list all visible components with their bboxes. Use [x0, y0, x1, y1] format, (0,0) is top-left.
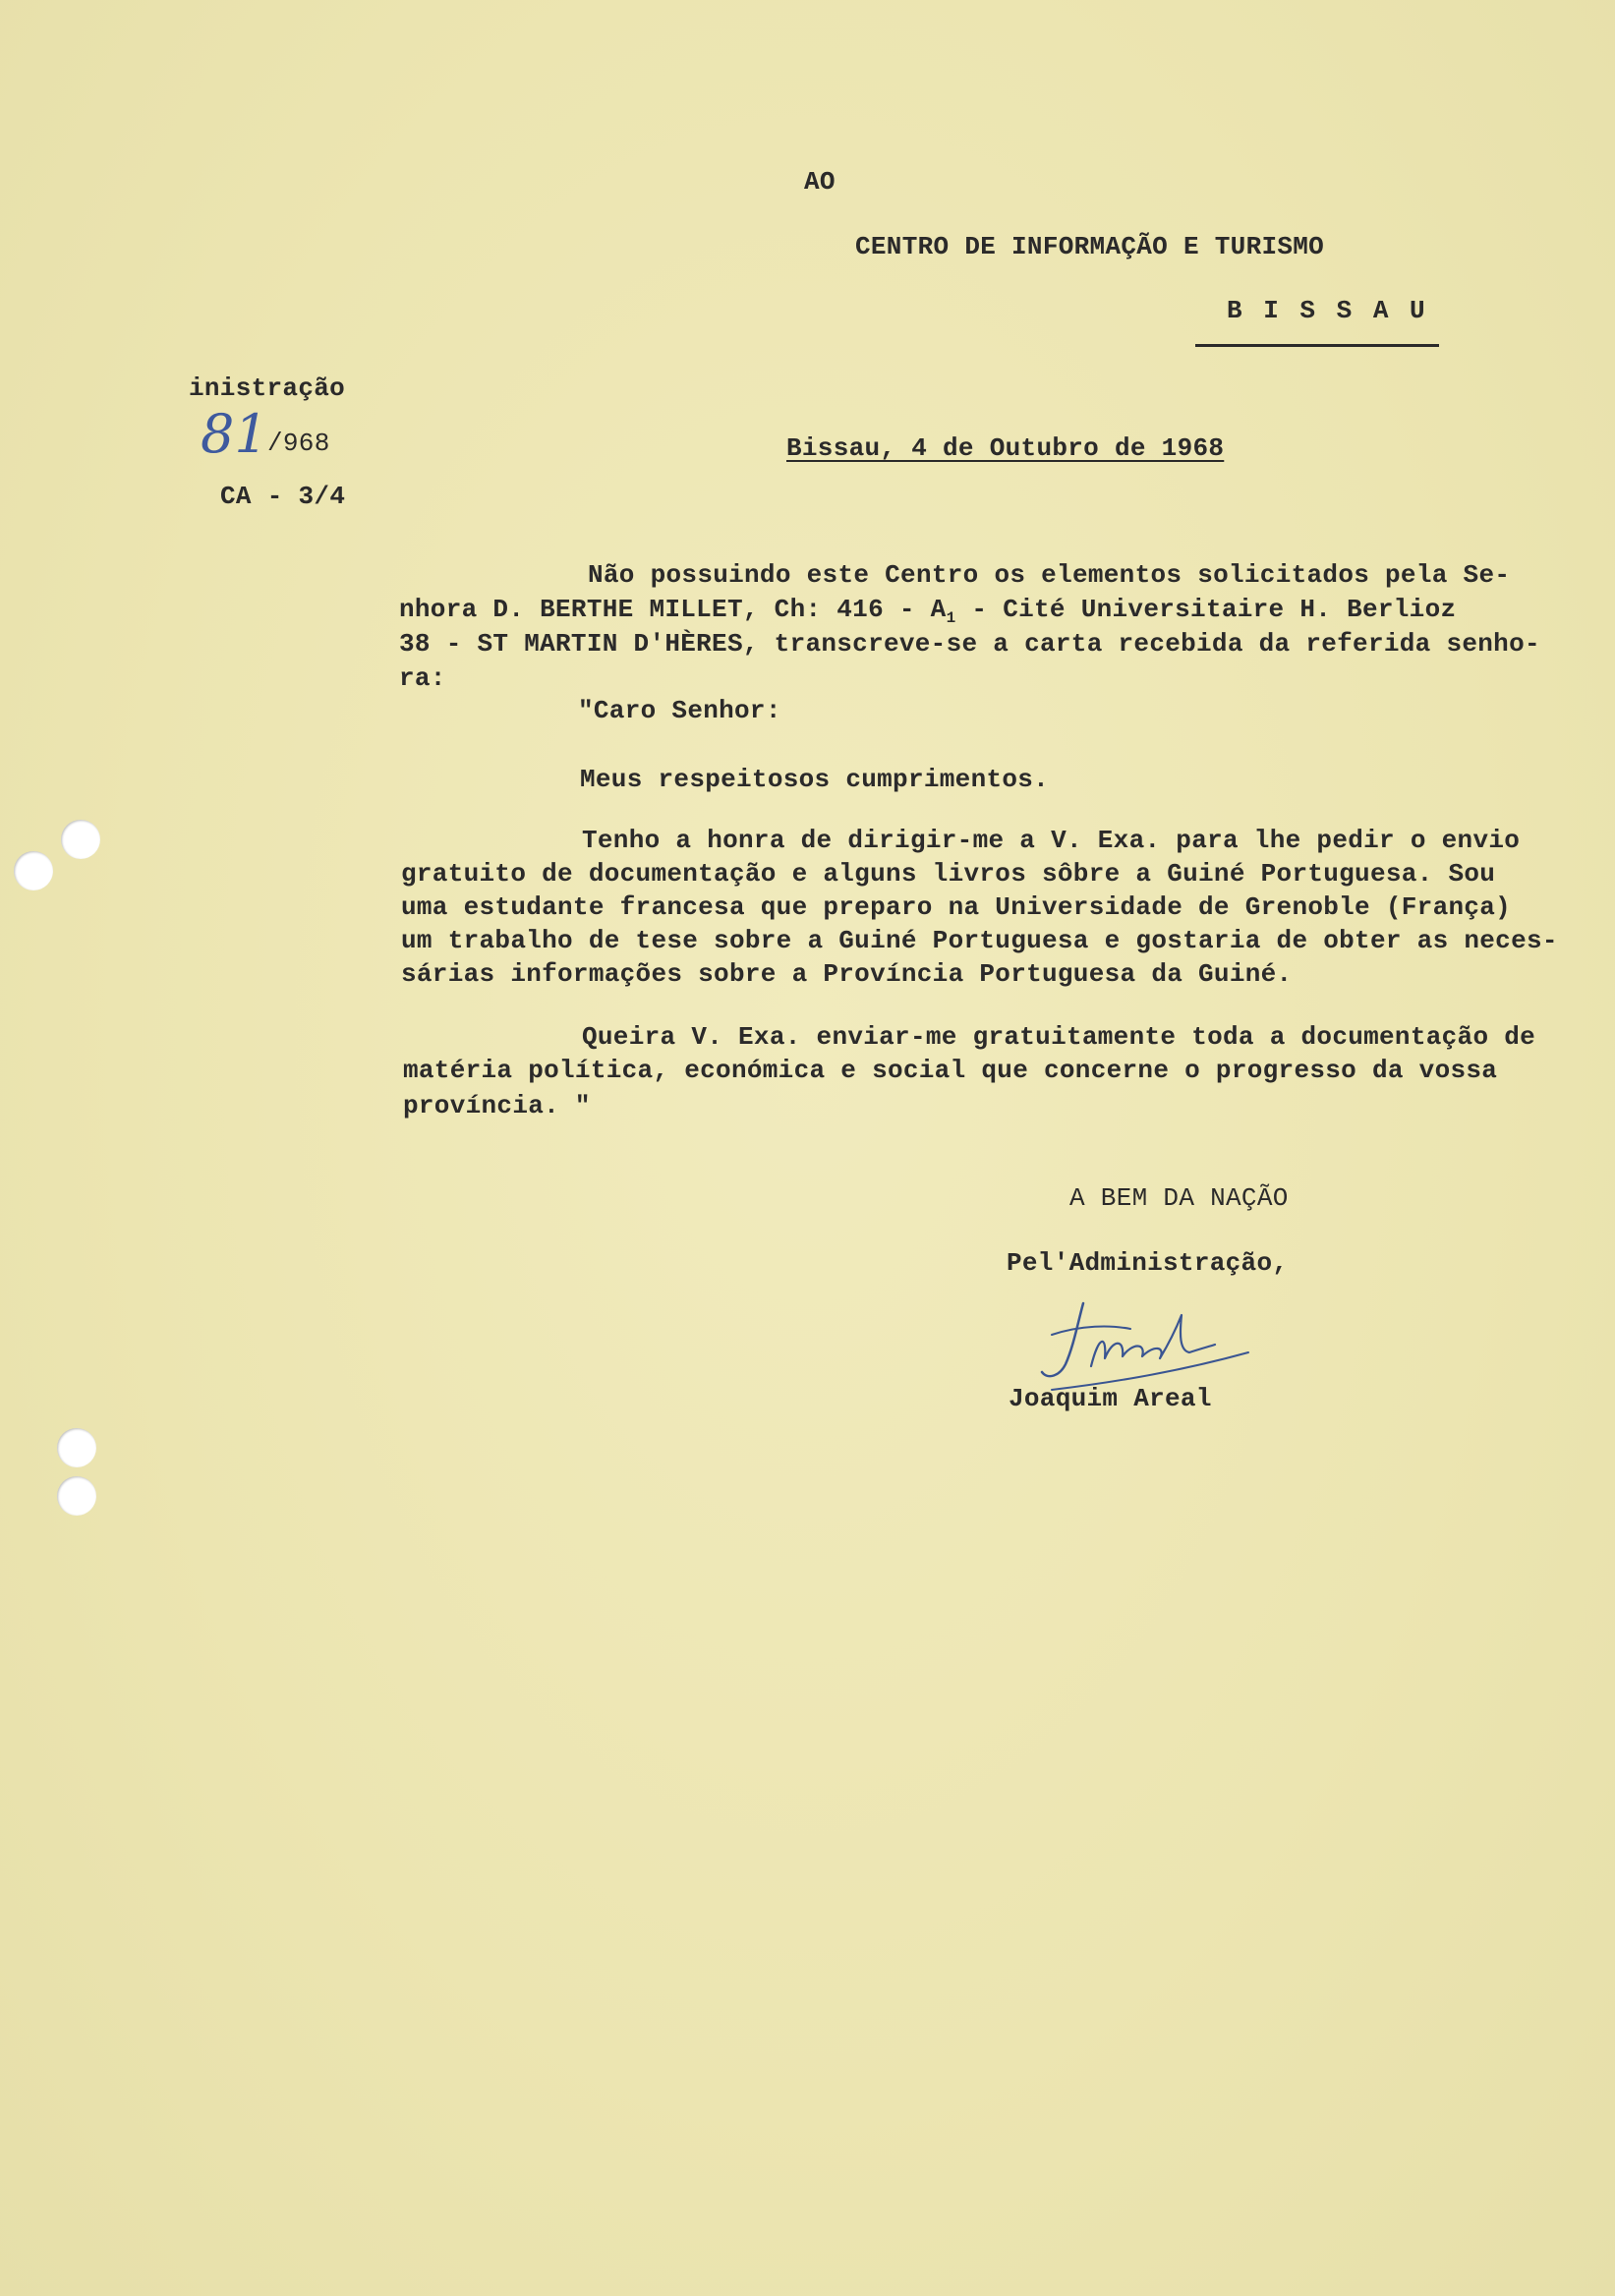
recipient-name: CENTRO DE INFORMAÇÃO E TURISMO [855, 232, 1325, 261]
closing-by: Pel'Administração, [1007, 1248, 1289, 1278]
intro-line-2 [399, 597, 1456, 626]
letter-greeting: Meus respeitosos cumprimentos. [580, 765, 1050, 794]
signatory-name: Joaquim Areal [1009, 1384, 1212, 1413]
intro-line-3: 38 - ST MARTIN D'HÈRES, transcreve-se a carta recebida da referida senho- [399, 629, 1540, 659]
address-ao: AO [804, 167, 836, 197]
handwritten-ref-number: 81 [201, 403, 268, 465]
margin-ref-code: CA - 3/4 [220, 482, 346, 511]
letter-para1-line-4: um trabalho de tese sobre a Guiné Portuguesa e gostaria de obter as neces- [401, 926, 1558, 955]
closing-motto: A BEM DA NAÇÃO [1069, 1183, 1289, 1213]
intro-line-4: ra: [399, 663, 446, 693]
intro-subscript: 1 [946, 609, 956, 627]
letter-para1-line-2: gratuito de documentação e alguns livros sôbre a Guiné Portuguesa. Sou [401, 859, 1496, 889]
city-underline [1195, 344, 1439, 347]
intro-line-1: Não possuindo este Centro os elementos solicitados pela Se- [588, 560, 1511, 590]
punch-hole [61, 820, 100, 859]
date-line: Bissau, 4 de Outubro de 1968 [786, 433, 1225, 463]
punch-hole [14, 851, 53, 890]
letter-para1-line-5: sárias informações sobre a Província Portuguesa da Guiné. [401, 959, 1293, 989]
recipient-city: B I S S A U [1227, 296, 1428, 325]
margin-office: inistração [189, 373, 346, 403]
punch-hole [57, 1476, 96, 1516]
letter-para2-line-2: matéria política, económica e social que concerne o progresso da vossa [403, 1056, 1498, 1085]
intro-line-2-head: nhora D. BERTHE MILLET, Ch: 416 - A [399, 595, 947, 624]
letter-salutation: "Caro Senhor: [578, 696, 781, 725]
letter-para2-line-1: Queira V. Exa. enviar-me gratuitamente toda a documentação de [582, 1022, 1536, 1052]
letter-para1-line-3: uma estudante francesa que preparo na Universidade de Grenoble (França) [401, 892, 1512, 922]
intro-line-2-tail: - Cité Universitaire H. Berlioz [955, 595, 1457, 624]
letter-para2-line-3: província. " [403, 1091, 591, 1120]
margin-ref-year: /968 [267, 429, 330, 458]
punch-hole [57, 1428, 96, 1467]
letter-para1-line-1: Tenho a honra de dirigir-me a V. Exa. para lhe pedir o envio [582, 826, 1521, 855]
